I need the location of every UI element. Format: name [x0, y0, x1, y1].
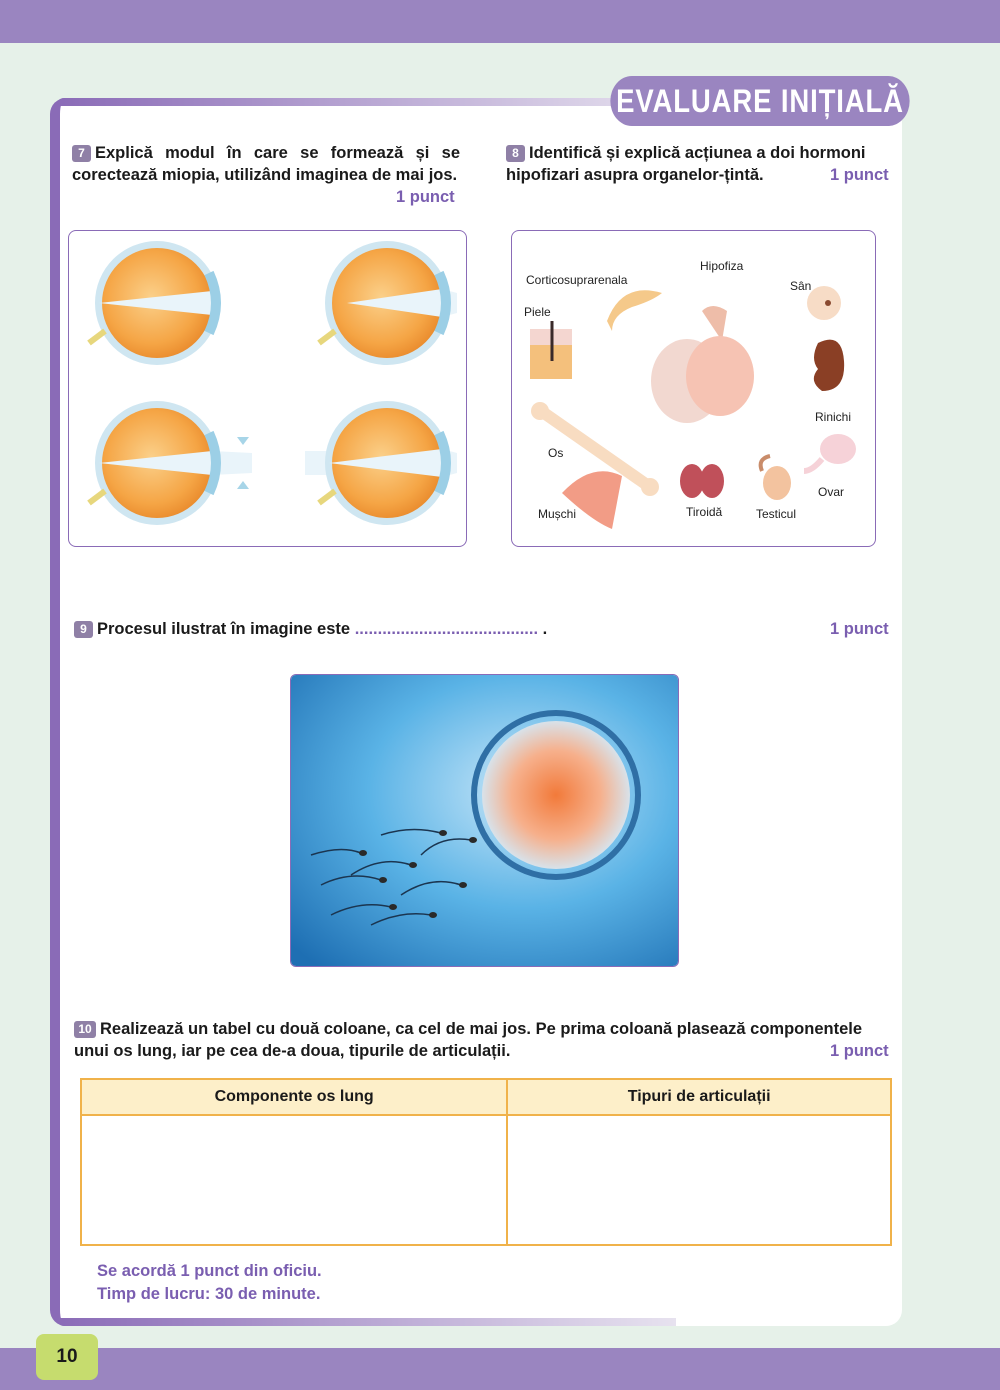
question-number-badge: 10	[74, 1021, 96, 1038]
thyroid-icon	[680, 464, 724, 498]
myopia-eye-diagram	[69, 231, 465, 545]
answer-table	[80, 1078, 892, 1246]
eye-myopic-rays	[319, 241, 457, 365]
label-tiroida: Tiroidă	[686, 505, 723, 519]
question-number-badge: 9	[74, 621, 93, 638]
eye-corrected	[89, 401, 327, 525]
question-8-points: 1 punct	[830, 166, 889, 184]
question-number-badge: 8	[506, 145, 525, 162]
question-7-points: 1 punct	[396, 188, 455, 206]
pituitary-icon	[651, 306, 754, 423]
question-8-text: Identifică și explică acțiunea a doi hormoni hipofizari asupra organelor-țintă.	[506, 144, 866, 184]
egg-cell	[482, 721, 630, 869]
page-title: EVALUARE INIȚIALĂ	[610, 76, 909, 126]
answer-blank[interactable]: ........................................	[354, 620, 539, 638]
panel-top-border	[56, 98, 676, 106]
breast-icon	[807, 286, 841, 320]
question-9	[74, 618, 547, 640]
question-10-points: 1 punct	[830, 1042, 889, 1060]
question-9-points: 1 punct	[830, 620, 889, 638]
footer-line-2: Timp de lucru: 30 de minute.	[97, 1285, 321, 1303]
question-9-end: .	[542, 620, 548, 638]
question-number-badge: 7	[72, 145, 91, 162]
question-7-text: Explică modul în care se formează și se corectează miopia, utilizând imaginea de mai jos.	[72, 144, 460, 184]
footer-line-1: Se acordă 1 punct din oficiu.	[97, 1262, 322, 1280]
label-piele: Piele	[524, 305, 551, 319]
label-hipofiza: Hipofiza	[700, 259, 744, 273]
label-testicul: Testicul	[756, 507, 797, 521]
question-10-text: Realizează un tabel cu două coloane, ca cel de mai jos. Pe prima coloană plasează componentele unui os lung, iar pe cea de-a doua, tipurile de articulații.	[74, 1020, 863, 1060]
label-ovar: Ovar	[818, 485, 845, 499]
hormone-targets-frame	[511, 230, 876, 547]
top-band	[0, 0, 1000, 43]
label-os: Os	[548, 446, 564, 460]
fertilization-image	[290, 674, 679, 967]
question-9-text: Procesul ilustrat în imagine este	[97, 620, 351, 638]
eye-myopic	[89, 241, 219, 365]
label-rinichi: Rinichi	[815, 410, 852, 424]
eye-diagram-frame	[68, 230, 467, 547]
table-cell-col2[interactable]	[507, 1115, 891, 1245]
table-cell-col1[interactable]	[81, 1115, 507, 1245]
table-header-col2: Tipuri de articulații	[507, 1079, 891, 1115]
skin-icon	[530, 321, 572, 379]
kidney-icon	[814, 340, 844, 391]
question-7	[72, 142, 460, 186]
adrenal-gland-icon	[607, 290, 662, 331]
eye-corrected-rays	[319, 401, 457, 525]
label-san: Sân	[790, 279, 812, 293]
ovary-icon	[804, 434, 856, 471]
testicle-icon	[761, 456, 791, 500]
table-header-col1: Componente os lung	[81, 1079, 507, 1115]
page-number: 10	[36, 1334, 98, 1380]
question-10	[74, 1018, 894, 1062]
panel-bottom-border	[56, 1318, 676, 1326]
bottom-band	[0, 1348, 1000, 1390]
label-corticosuprarenala: Corticosuprarenala	[526, 273, 628, 287]
label-muschi: Mușchi	[538, 507, 577, 521]
